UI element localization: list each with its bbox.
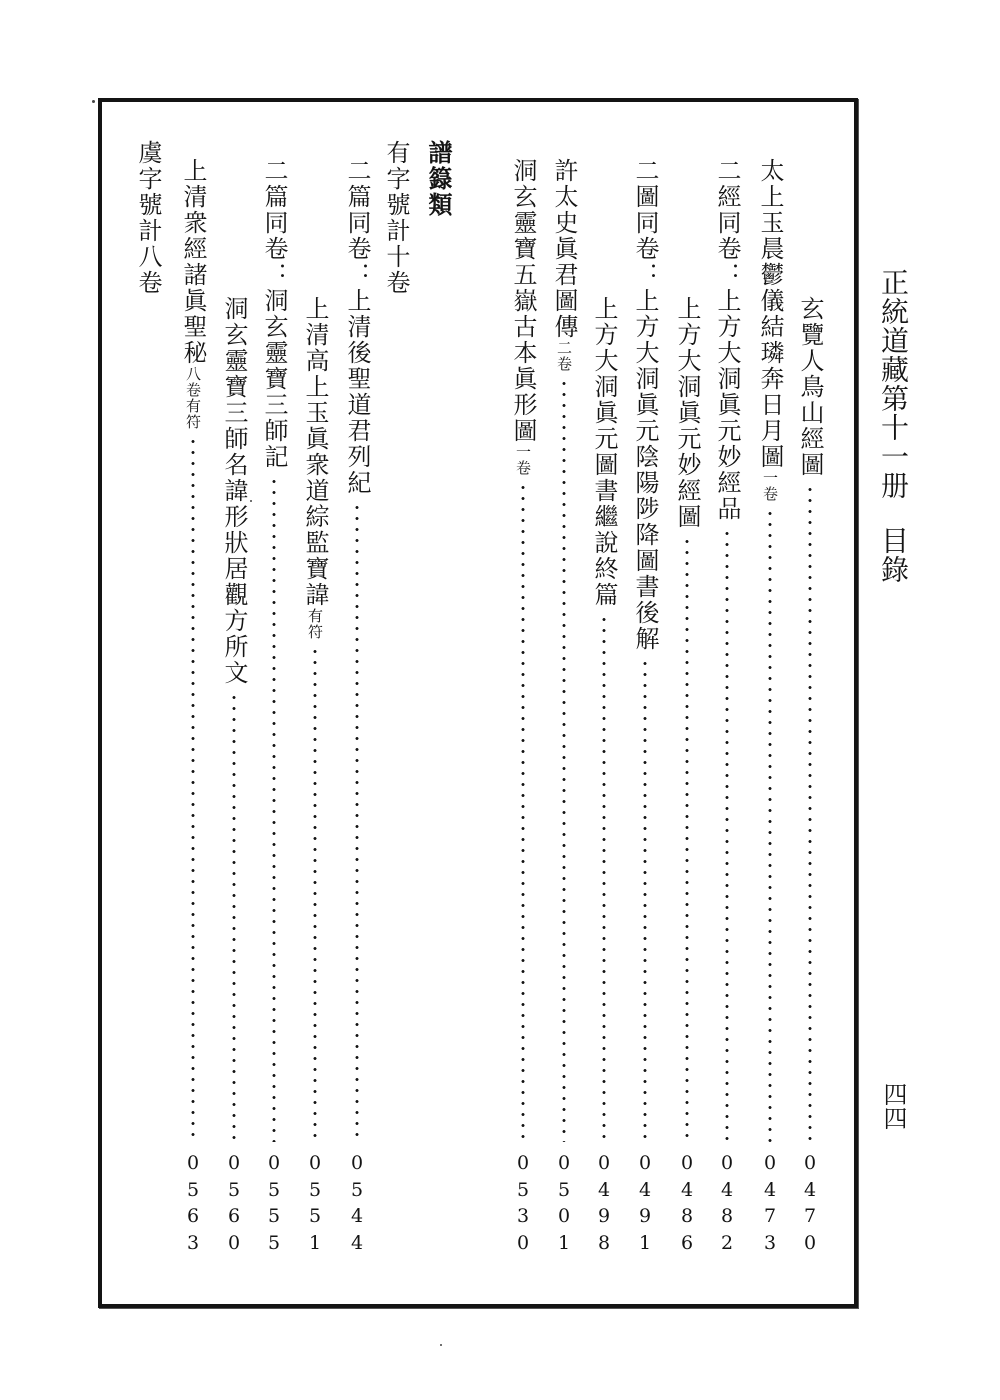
scan-speck — [250, 500, 252, 502]
page-digit: 5 — [267, 1178, 281, 1201]
entry-page-number — [669, 1150, 705, 1256]
entry-page-number — [175, 1150, 211, 1256]
page-digit: 6 — [680, 1231, 694, 1254]
page-digit: 5 — [267, 1205, 281, 1227]
toc-entry[interactable] — [792, 296, 828, 1256]
page-digit: 0 — [763, 1152, 777, 1174]
entry-page-number — [709, 1150, 745, 1256]
dot-leader — [685, 536, 689, 1142]
dot-leader — [355, 502, 359, 1142]
page-digit: 0 — [267, 1152, 281, 1174]
entry-title: 太上玉晨鬱儀結璘奔日月圖 — [756, 158, 784, 470]
dot-leader — [232, 692, 236, 1142]
page-digit: 0 — [803, 1152, 817, 1174]
dot-leader — [768, 508, 772, 1142]
page-digit: 0 — [720, 1152, 734, 1174]
volume-title: 有字號計十卷 — [382, 140, 410, 296]
page-digit: 7 — [763, 1205, 777, 1227]
entry-title: 上清衆經諸眞聖秘 — [179, 158, 207, 366]
toc-entry[interactable] — [505, 158, 541, 1256]
entry-title: 許太史眞君圖傳 — [550, 158, 578, 340]
volume-title: 虞字號計八卷 — [134, 140, 162, 296]
page-digit: 8 — [680, 1205, 694, 1227]
entry-page-number — [297, 1150, 333, 1256]
page-digit: 9 — [638, 1205, 652, 1227]
dot-leader — [272, 476, 276, 1142]
entry-title: 玄覽人鳥山經圖 — [796, 296, 824, 478]
page-digit: 4 — [803, 1178, 817, 1201]
page-digit: 0 — [557, 1152, 571, 1174]
page-digit: 0 — [597, 1152, 611, 1174]
page-digit: 4 — [350, 1231, 364, 1254]
dot-leader — [725, 528, 729, 1142]
page-digit: 5 — [267, 1231, 281, 1254]
page-digit: 0 — [680, 1152, 694, 1174]
entry-note: 一卷 — [514, 444, 532, 476]
scan-speck — [440, 1344, 442, 1346]
entry-title: 上方大洞眞元圖書繼說終篇 — [590, 296, 618, 608]
page-digit: 0 — [803, 1231, 817, 1254]
page-digit: 0 — [638, 1152, 652, 1174]
page-digit: 0 — [350, 1152, 364, 1174]
page-digit: 5 — [186, 1178, 200, 1201]
toc-entry[interactable] — [669, 296, 705, 1256]
page-digit: 0 — [308, 1152, 322, 1174]
entry-page-number — [256, 1150, 292, 1256]
dot-leader — [643, 658, 647, 1142]
page-header — [873, 268, 913, 584]
page-digit: 5 — [308, 1205, 322, 1227]
page-digit: 5 — [308, 1178, 322, 1201]
toc-entry[interactable] — [586, 296, 622, 1256]
page-digit: 3 — [763, 1231, 777, 1254]
entry-page-number — [627, 1150, 663, 1256]
page-digit: 6 — [227, 1205, 241, 1227]
page-digit: 0 — [227, 1231, 241, 1254]
entry-title: 二圖同卷：上方大洞眞元陰陽陟降圖書後解 — [631, 158, 659, 652]
scan-speck — [92, 100, 95, 103]
dot-leader — [808, 484, 812, 1142]
toc-entry[interactable] — [709, 158, 745, 1256]
page-digit: 1 — [638, 1231, 652, 1254]
page-digit: 5 — [227, 1178, 241, 1201]
page-digit: 0 — [516, 1152, 530, 1174]
entry-page-number — [216, 1150, 252, 1256]
book-title: 正統道藏第十一册 — [877, 268, 910, 500]
dot-leader — [313, 646, 317, 1142]
entry-note: 二卷 — [555, 340, 573, 372]
volume-heading — [130, 140, 166, 296]
toc-entry[interactable] — [216, 296, 252, 1256]
category-title: 譜籙類 — [424, 140, 453, 218]
toc-entry[interactable] — [256, 158, 292, 1256]
page-digit: 0 — [516, 1231, 530, 1254]
page-digit: 4 — [638, 1178, 652, 1201]
page-digit: 0 — [227, 1152, 241, 1174]
entry-page-number — [546, 1150, 582, 1256]
page-digit: 1 — [557, 1231, 571, 1254]
page-digit: 0 — [186, 1152, 200, 1174]
entry-note: 八卷有符 — [184, 366, 202, 430]
page-digit: 5 — [557, 1178, 571, 1201]
page-digit: 1 — [308, 1231, 322, 1254]
toc-entry[interactable] — [339, 158, 375, 1256]
page-digit: 5 — [350, 1178, 364, 1201]
page-digit: 4 — [763, 1178, 777, 1201]
entry-page-number — [792, 1150, 828, 1256]
entry-title: 二經同卷：上方大洞眞元妙經品 — [713, 158, 741, 522]
dot-leader — [602, 614, 606, 1142]
page-digit: 5 — [516, 1178, 530, 1201]
toc-entry[interactable] — [297, 296, 333, 1256]
page-digit: 4 — [597, 1178, 611, 1201]
page-digit: 3 — [516, 1205, 530, 1227]
page-digit: 2 — [720, 1231, 734, 1254]
entry-title: 洞玄靈寶五嶽古本眞形圖 — [509, 158, 537, 444]
page-digit: 0 — [557, 1205, 571, 1227]
page-digit: 4 — [680, 1178, 694, 1201]
section-title: 目錄 — [877, 526, 910, 584]
page-digit: 4 — [350, 1205, 364, 1227]
page-digit: 6 — [186, 1205, 200, 1227]
page-digit: 8 — [597, 1231, 611, 1254]
page-digit: 4 — [720, 1178, 734, 1201]
entry-title: 二篇同卷：上清後聖道君列紀 — [343, 158, 371, 496]
entry-page-number — [505, 1150, 541, 1256]
page-digit: 7 — [803, 1205, 817, 1227]
toc-entry[interactable] — [175, 158, 211, 1256]
entry-title: 上方大洞眞元妙經圖 — [673, 296, 701, 530]
entry-note: 一卷 — [761, 470, 779, 502]
category-heading — [420, 140, 456, 218]
dot-leader — [521, 482, 525, 1142]
entry-note: 有符 — [306, 608, 324, 640]
toc-entry[interactable] — [546, 158, 582, 1256]
toc-entry[interactable] — [752, 158, 788, 1256]
entry-page-number — [752, 1150, 788, 1256]
page-number: 四四 — [879, 1082, 907, 1130]
dot-leader — [562, 378, 566, 1142]
page-digit: 8 — [720, 1205, 734, 1227]
page-digit: 3 — [186, 1231, 200, 1254]
entry-title: 二篇同卷：洞玄靈寶三師記 — [260, 158, 288, 470]
volume-heading — [378, 140, 414, 296]
entry-page-number — [586, 1150, 622, 1256]
page-digit: 9 — [597, 1205, 611, 1227]
toc-entry[interactable] — [627, 158, 663, 1256]
entry-page-number — [339, 1150, 375, 1256]
entry-title: 上清高上玉眞衆道綜監寶諱 — [301, 296, 329, 608]
entry-title: 洞玄靈寶三師名諱形狀居觀方所文 — [220, 296, 248, 686]
dot-leader — [191, 436, 195, 1142]
